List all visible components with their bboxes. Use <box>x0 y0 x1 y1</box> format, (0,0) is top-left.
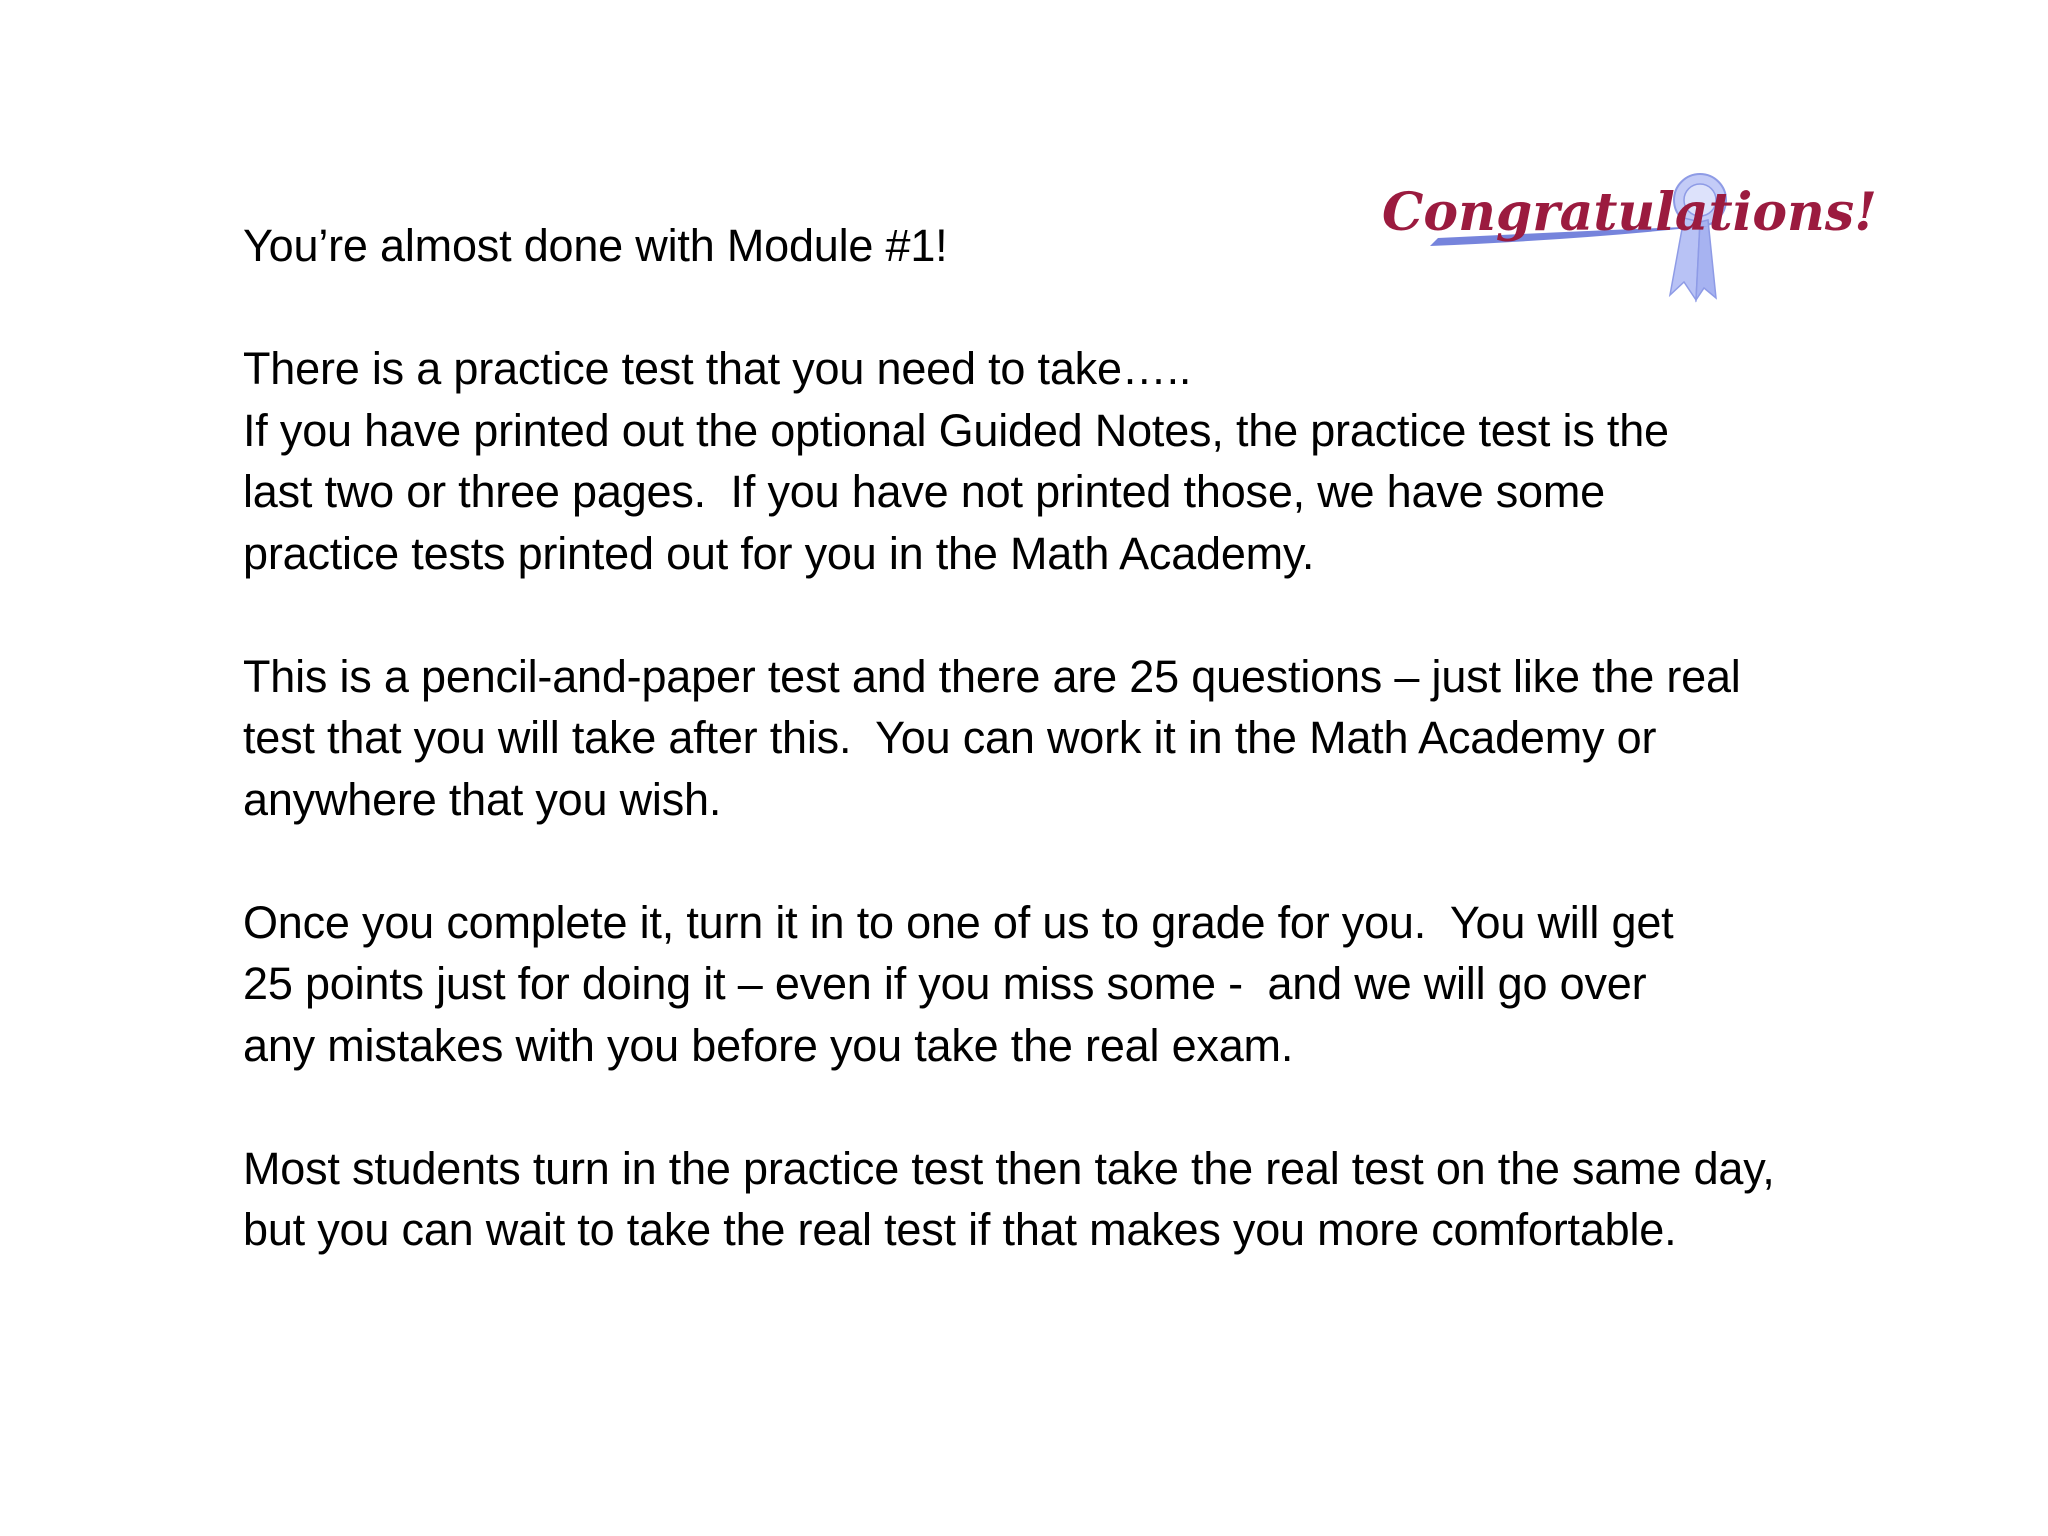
badge-text: Congratulations! <box>1382 182 1877 243</box>
paragraph-line: If you have printed out the optional Guided Notes, the practice test is the <box>243 404 1669 456</box>
paragraph-line: any mistakes with you before you take the real exam. <box>243 1019 1294 1071</box>
paragraph-line: test that you will take after this. You can work it in the Math Academy or <box>243 712 1657 763</box>
paragraph-line: last two or three pages. If you have not printed those, we have some <box>243 466 1605 517</box>
paragraph-line: There is a practice test that you need to take….. <box>243 343 1192 394</box>
paragraph-line: This is a pencil-and-paper test and there are 25 questions – just like the real <box>243 650 1741 702</box>
intro-line: You’re almost done with Module #1! <box>243 220 948 271</box>
message-body <box>243 215 1943 1261</box>
paragraph-line: anywhere that you wish. <box>243 773 722 825</box>
paragraph-line: but you can wait to take the real test if that makes you more comfortable. <box>243 1204 1677 1255</box>
paragraph-line: Once you complete it, turn it in to one of us to grade for you. You will get <box>243 896 1674 948</box>
paragraph-line: Most students turn in the practice test then take the real test on the same day, <box>243 1142 1775 1194</box>
paragraph-line: 25 points just for doing it – even if you miss some - and we will go over <box>243 958 1647 1009</box>
paragraph-line: practice tests printed out for you in the Math Academy. <box>243 527 1315 579</box>
